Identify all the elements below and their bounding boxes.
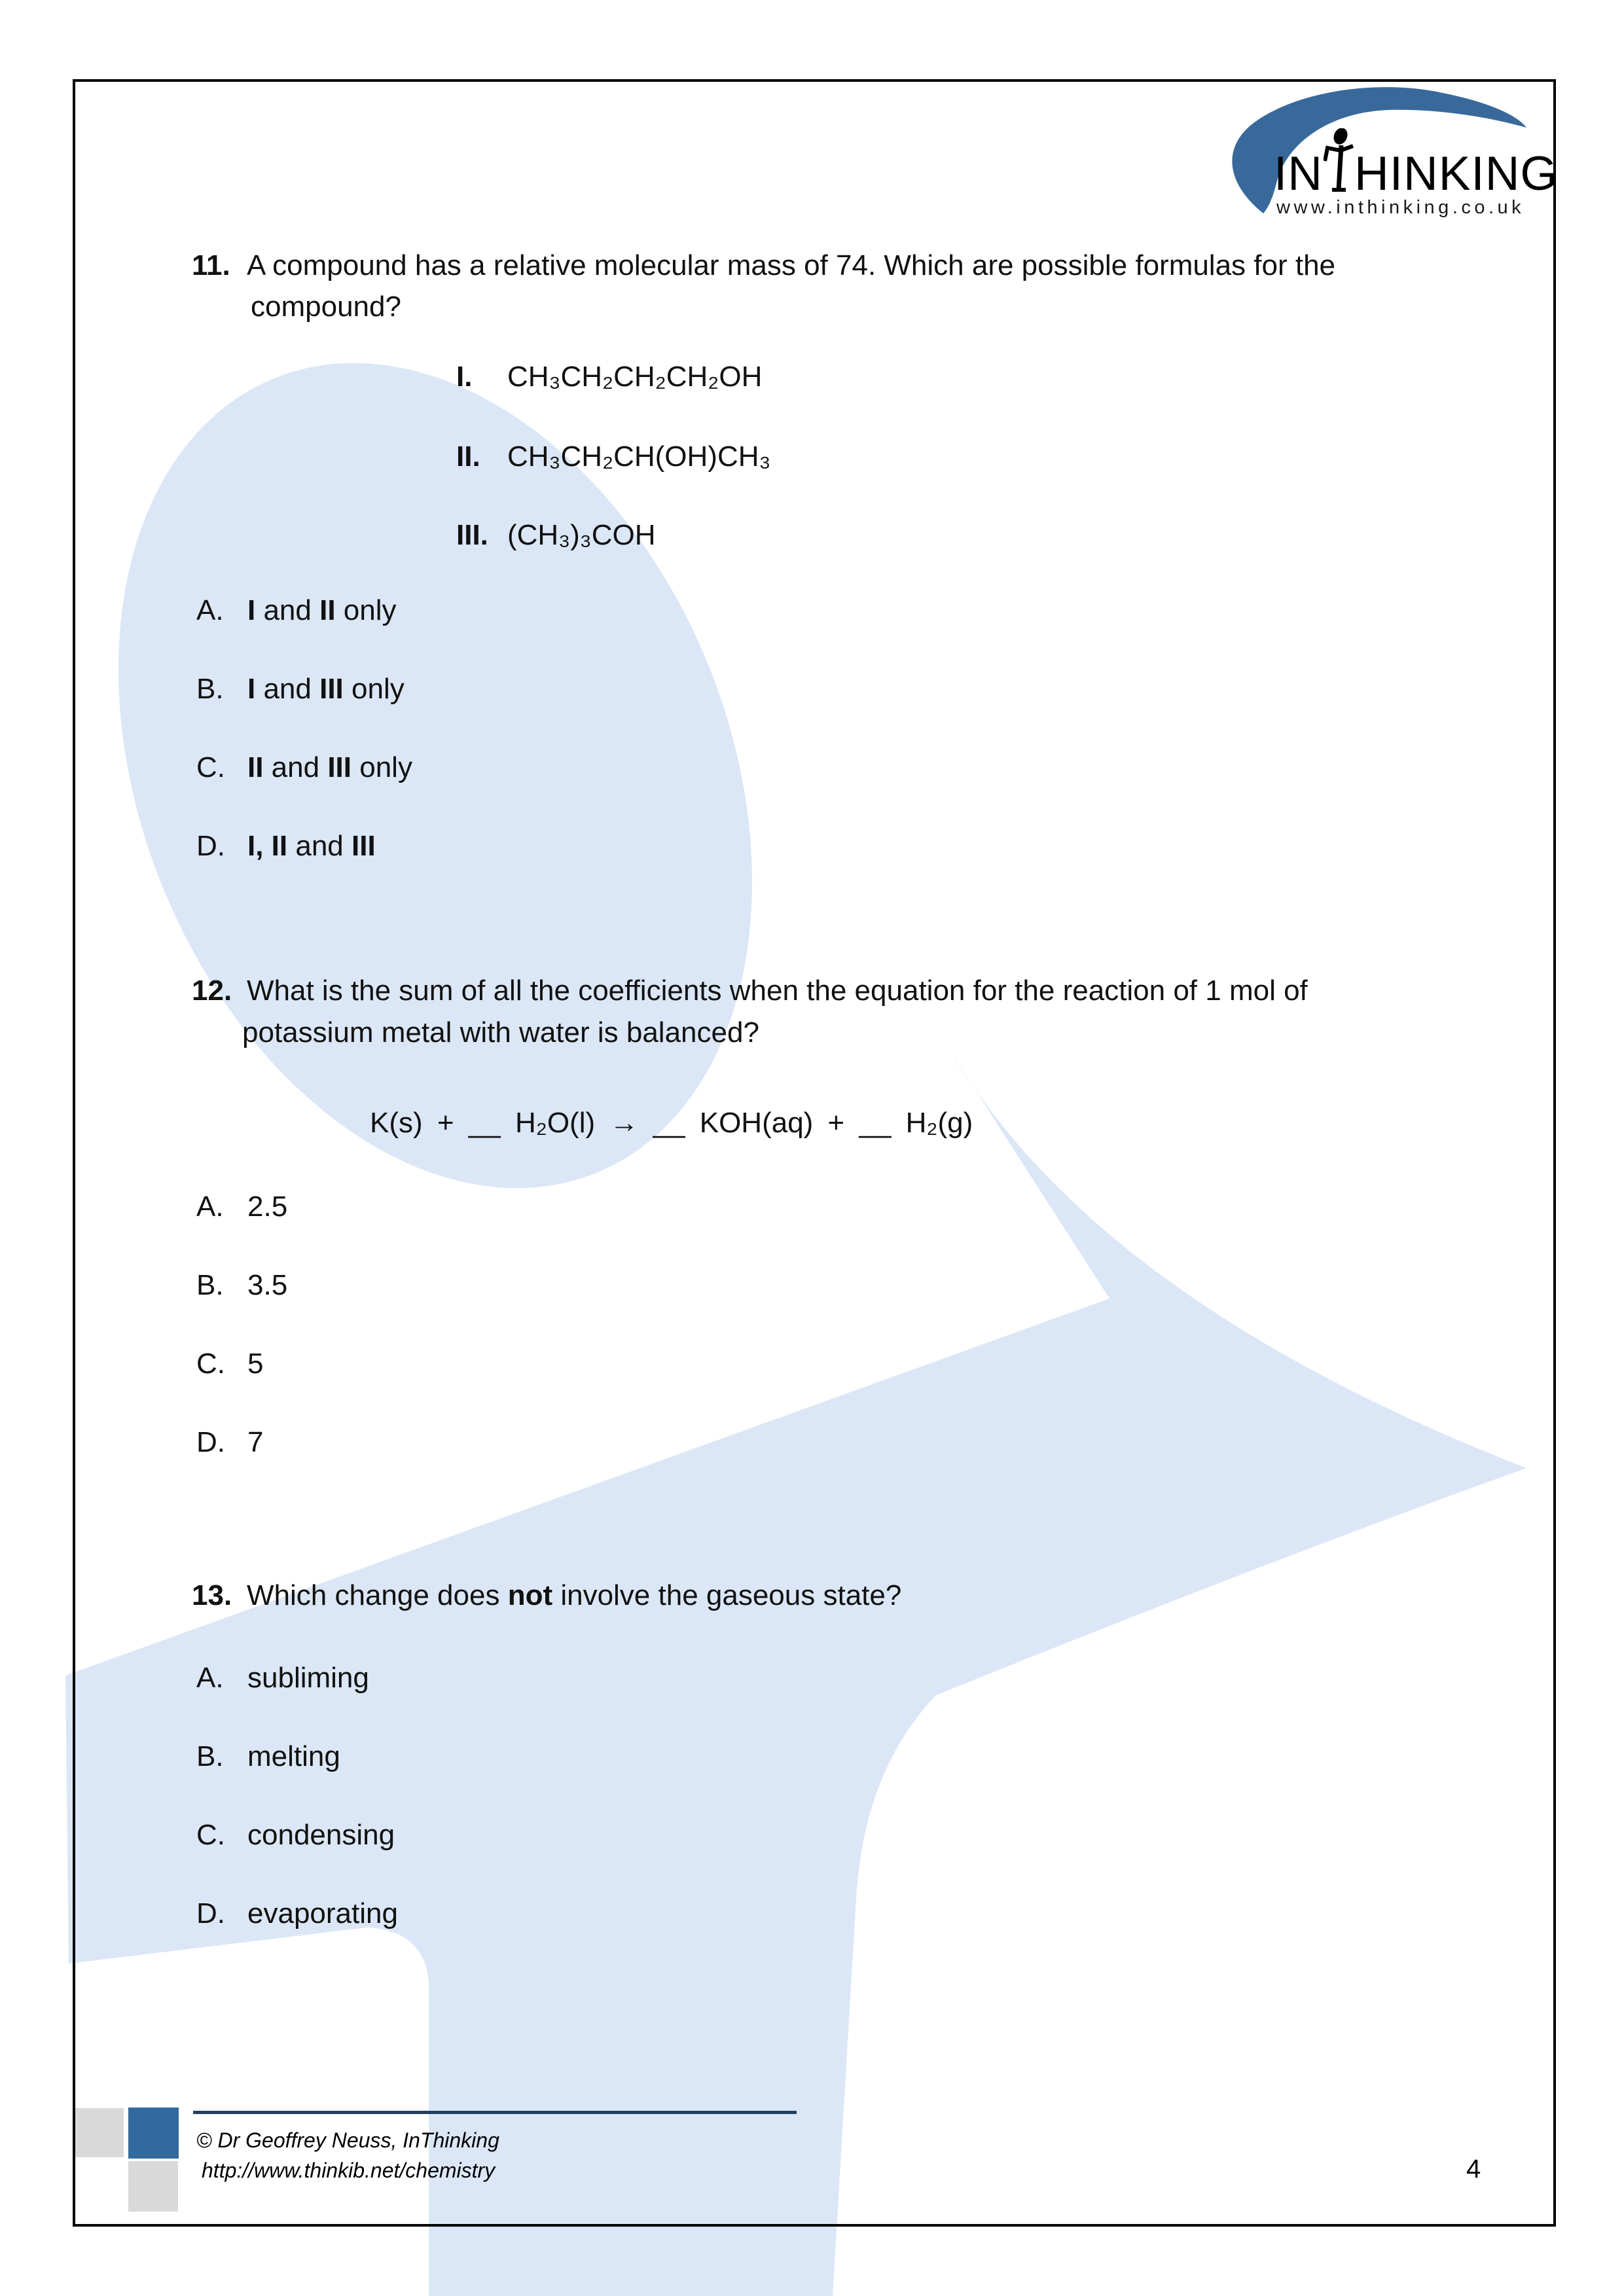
question-11-line1	[192, 249, 1335, 283]
q11-option-b-label: B.	[196, 673, 224, 705]
q13-option-a-label: A.	[196, 1662, 224, 1694]
q11-roman-item	[456, 360, 762, 394]
question-11-text: A compound has a relative molecular mass of 74. Which are possible formulas for the	[247, 249, 1336, 281]
footer-divider-line	[193, 2111, 797, 2114]
q13-option-b-text: melting	[247, 1740, 340, 1772]
q11-option-a-text: I and II only	[247, 594, 397, 626]
q11-option-d-label: D.	[196, 830, 225, 862]
q11-option-c	[196, 751, 412, 785]
q13-option-d-text: evaporating	[247, 1897, 398, 1929]
q11-option-a	[196, 594, 397, 628]
q12-option-a-text: 2.5	[247, 1191, 288, 1223]
q11-roman-label-3: III.	[456, 519, 488, 551]
logo-url: www.inthinking.co.uk	[1276, 197, 1525, 218]
q11-roman-label-2: II.	[456, 440, 480, 473]
q12-option-c-text: 5	[247, 1348, 264, 1380]
q12-option-a-label: A.	[196, 1191, 224, 1223]
q13-option-c	[196, 1818, 395, 1852]
q13-option-a-text: subliming	[247, 1662, 369, 1694]
logo-brand	[1274, 131, 1559, 201]
q13-option-c-text: condensing	[247, 1819, 395, 1851]
footer-gray-square-bottom	[128, 2161, 178, 2212]
q12-option-d	[196, 1426, 263, 1460]
question-12-line1	[192, 974, 1308, 1008]
q13-option-a	[196, 1661, 369, 1695]
footer-gray-square-top	[75, 2108, 124, 2157]
question-12-line2: potassium metal with water is balanced?	[242, 1016, 759, 1049]
question-11-line2: compound?	[251, 291, 401, 323]
q11-roman-item	[456, 440, 770, 474]
q11-option-d	[196, 829, 376, 863]
q12-option-d-text: 7	[247, 1426, 264, 1458]
q12-option-c-label: C.	[196, 1348, 225, 1380]
q12-chemical-equation: K(s) + __ H₂O(l) → __ KOH(aq) + __ H₂(g)	[370, 1107, 973, 1139]
q13-option-b	[196, 1740, 340, 1774]
footer-url: http://www.thinkib.net/chemistry	[202, 2159, 496, 2182]
q11-option-c-text: II and III only	[247, 751, 412, 783]
q11-option-a-label: A.	[196, 594, 224, 626]
q13-option-c-label: C.	[196, 1819, 225, 1851]
q11-option-c-label: C.	[196, 751, 225, 783]
footer-blue-square	[128, 2108, 179, 2159]
question-13-number: 13.	[192, 1579, 232, 1611]
q13-option-d-label: D.	[196, 1897, 225, 1929]
q11-formula-1: CH₃CH₂CH₂CH₂OH	[507, 361, 763, 393]
q12-option-d-label: D.	[196, 1426, 225, 1458]
question-13-text: Which change does not involve the gaseous state?	[247, 1579, 902, 1611]
page-number: 4	[1466, 2155, 1481, 2183]
stick-figure-icon	[1324, 128, 1354, 194]
question-12-text: What is the sum of all the coefficients when the equation for the reaction of 1 mol of	[247, 975, 1308, 1007]
q12-option-b	[196, 1268, 287, 1302]
question-12-number: 12.	[192, 975, 232, 1007]
logo-brand-left: IN	[1274, 147, 1323, 201]
q12-option-a	[196, 1190, 287, 1224]
question-13-line	[192, 1579, 901, 1613]
q11-roman-item	[456, 518, 655, 552]
q11-option-b	[196, 672, 405, 706]
q12-option-b-text: 3.5	[247, 1269, 288, 1301]
q11-option-b-text: I and III only	[247, 673, 405, 705]
q12-option-b-label: B.	[196, 1269, 224, 1301]
question-11-number: 11.	[192, 249, 230, 281]
footer-copyright: © Dr Geoffrey Neuss, InThinking	[196, 2128, 499, 2152]
q13-option-b-label: B.	[196, 1740, 224, 1772]
q11-option-d-text: I, II and III	[247, 830, 376, 862]
q12-option-c	[196, 1347, 263, 1381]
q11-formula-3: (CH₃)₃COH	[507, 519, 656, 551]
q11-roman-label-1: I.	[456, 361, 473, 393]
logo-brand-right: HINKING	[1354, 147, 1559, 201]
q13-option-d	[196, 1897, 398, 1931]
q11-formula-2: CH₃CH₂CH(OH)CH₃	[507, 440, 771, 473]
